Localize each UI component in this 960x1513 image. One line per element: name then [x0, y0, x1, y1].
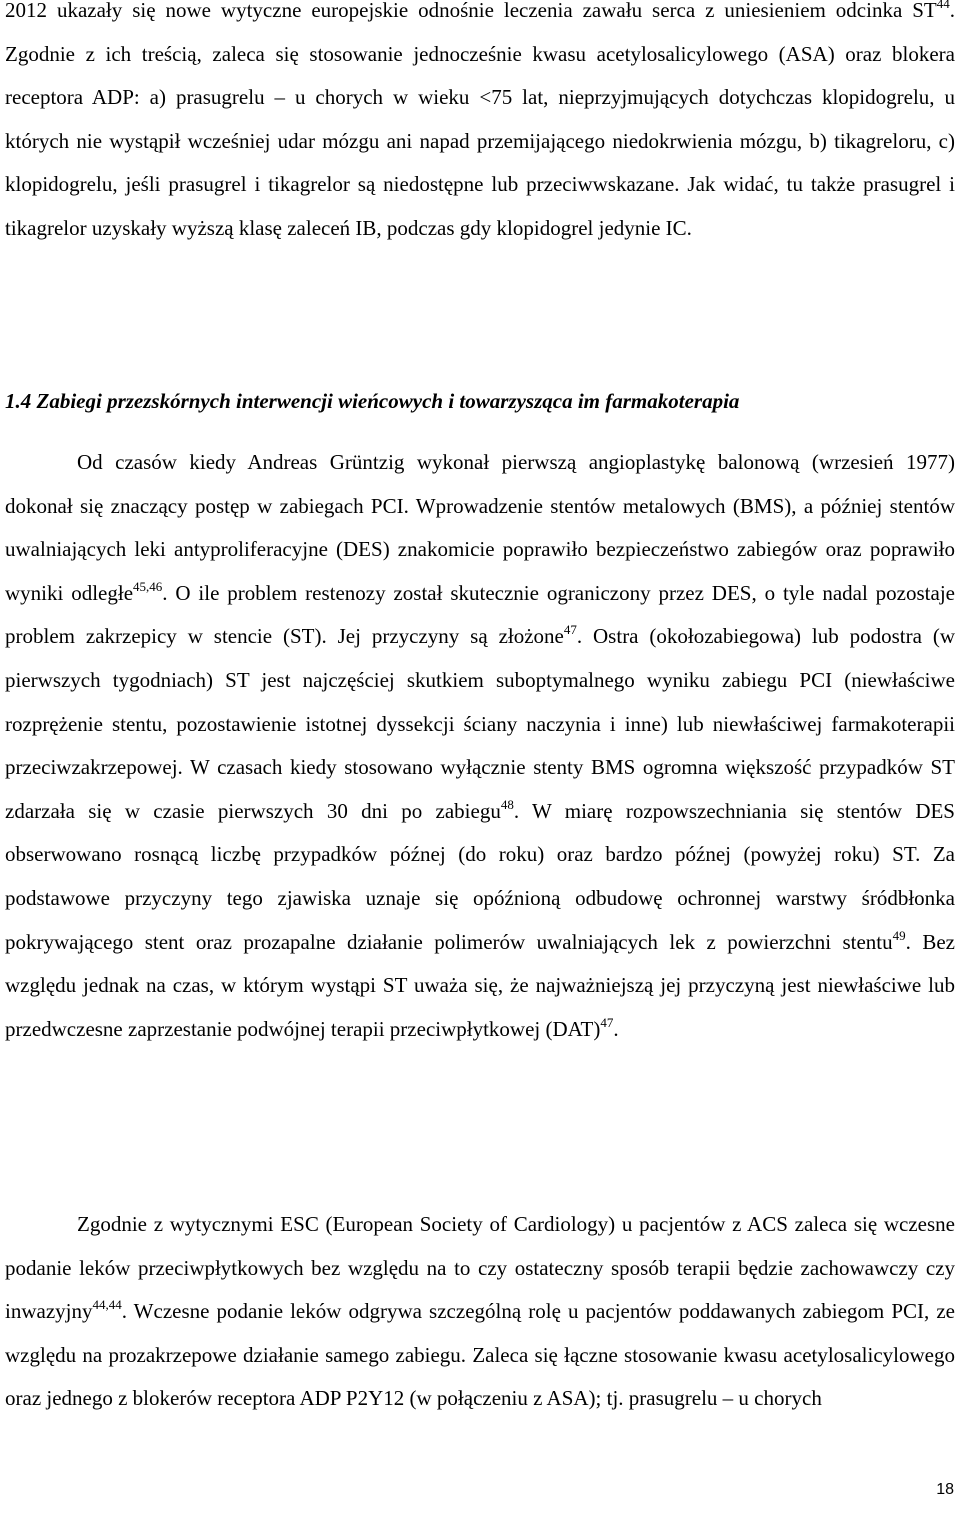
text-segment: . Bez względu jednak na czas, w którym wystąpi ST uważa się, że najważniejszą jej przyczyną jest niewłaściwe lub przedwczesne zaprzestanie podwójnej terapii przeciwpłytkowej (DAT)	[5, 929, 956, 1041]
citation-superscript: 47	[600, 1014, 614, 1030]
citation-superscript: 44,44	[92, 1297, 122, 1313]
page-number: 18	[936, 1481, 954, 1498]
text-segment: 2012 ukazały się nowe wytyczne europejskie odnośnie leczenia zawału serca z uniesieniem odcinka ST	[5, 0, 937, 22]
text-segment: . Wczesne podanie leków odgrywa szczególną rolę u pacjentów poddawanych zabiegom PCI, ze względu na prozakrzepowe działanie samego zabiegu. Zaleca się łączne stosowanie kwasu acetylosalicylowego oraz jednego z blokerów receptora ADP P2Y12 (w połączeniu z ASA); tj. prasugrelu – u chorych	[5, 1299, 955, 1411]
text-segment: Zgodnie z wytycznymi ESC (European Society of Cardiology) u pacjentów z ACS zaleca się wczesne podanie leków przeciwpłytkowych bez względu na to czy ostateczny sposób terapii będzie zachowawczy czy inwazyjny	[5, 1212, 955, 1324]
text-segment: .	[613, 1016, 619, 1041]
paragraph-esc-guidelines	[5, 1203, 955, 1421]
citation-superscript: 44	[936, 0, 950, 11]
text-segment: . O ile problem restenozy został skutecznie ograniczony przez DES, o tyle nadal pozostaje problem zakrzepicy w stencie (ST). Jej przyczyny są złożone	[5, 580, 955, 649]
text-segment: . W miarę rozpowszechniania się stentów DES obserwowano rosnącą liczbę przypadków późnej (do roku) oraz bardzo późnej (powyżej roku) ST. Za podstawowe przyczyny tego zjawiska uznaje się opóźnioną odbudowę ochronnej warstwy śródbłonka pokrywającego stent oraz prozapalne działanie polimerów uwalniających lek z powierzchni stentu	[5, 798, 955, 954]
citation-superscript: 47	[563, 622, 577, 638]
citation-superscript: 45,46	[133, 578, 163, 594]
text-segment: . Ostra (okołozabiegowa) lub podostra (w pierwszych tygodniach) ST jest najczęściej skutkiem suboptymalnego wyniku zabiegu PCI (niewłaściwe rozprężenie stentu, pozostawienie istotnej dyssekcji ściany naczynia i inne) lub niewłaściwej farmakoterapii przeciwzakrzepowej. W czasach kiedy stosowano wyłącznie stenty BMS ogromna większość przypadków ST zdarzała się w czasie pierwszych 30 dni po zabiegu	[5, 624, 956, 823]
text-segment: . Zgodnie z ich treścią, zaleca się stosowanie jednocześnie kwasu acetylosalicylowego (ASA) oraz blokera receptora ADP: a) prasugrelu – u chorych w wieku <75 lat, nieprzyjmujących dotychczas klopidogrelu, u których nie wystąpił wcześniej udar mózgu ani napad przemijającego niedokrwienia mózgu, b) tikagreloru, c) klopidogrelu, jeśli prasugrel i tikagrelor są niedostępne lub przeciwwskazane. Jak widać, tu także prasugrel i tikagrelor uzyskały wyższą klasę zaleceń IB, podczas gdy klopidogrel jedynie IC.	[5, 0, 955, 240]
text-segment: Od czasów kiedy Andreas Grüntzig wykonał pierwszą angioplastykę balonową (wrzesień 1977) dokonał się znaczący postęp w zabiegach PCI. Wprowadzenie stentów metalowych (BMS), a później stentów uwalniających leki antyproliferacyjne (DES) znakomicie poprawiło bezpieczeństwo zabiegów oraz poprawiło wyniki odległe	[5, 450, 955, 605]
section-heading: 1.4 Zabiegi przezskórnych interwencji wieńcowych i towarzysząca im farmakoterapia	[5, 389, 740, 413]
paragraph-guidelines-2012	[5, 0, 955, 251]
citation-superscript: 49	[892, 927, 906, 943]
citation-superscript: 48	[500, 796, 514, 812]
paragraph-pci-history	[5, 441, 955, 1051]
